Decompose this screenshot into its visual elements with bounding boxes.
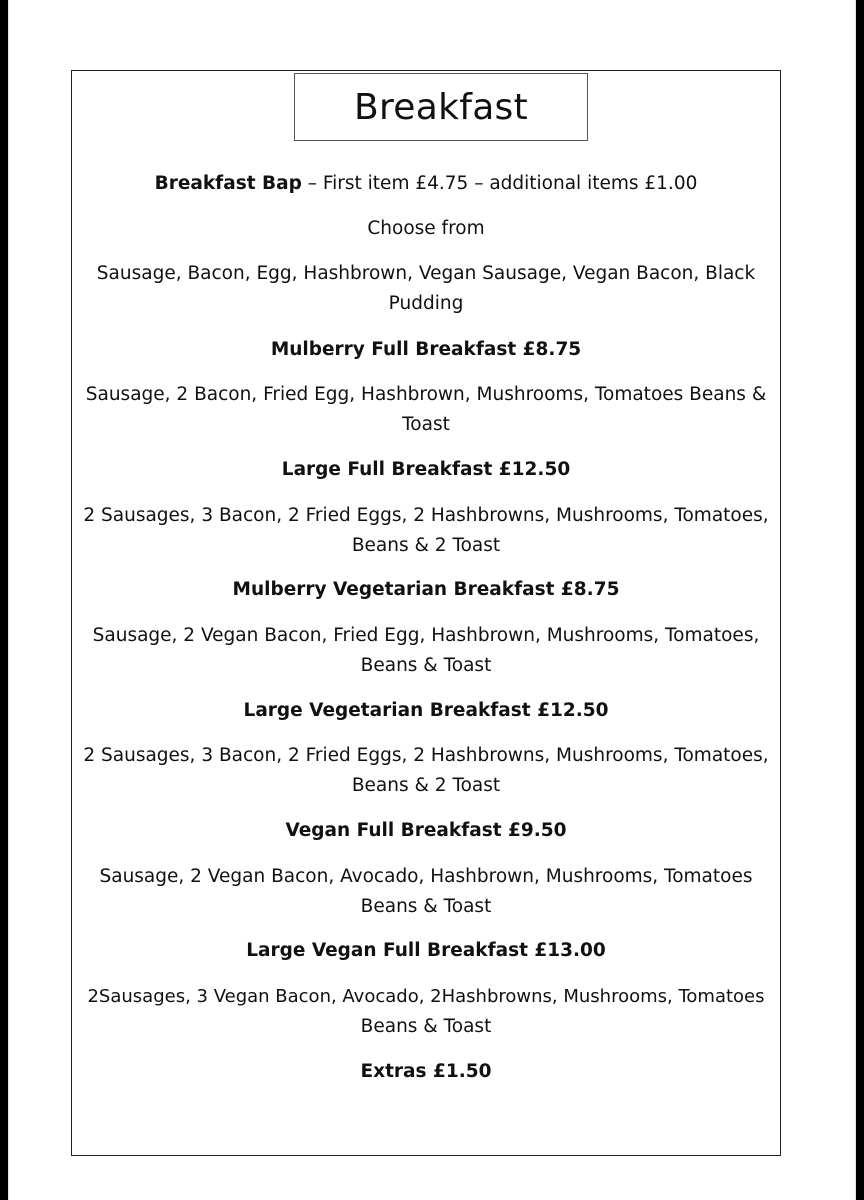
item-desc-line2: Beans & Toast bbox=[360, 655, 492, 676]
item-heading: Large Vegan Full Breakfast £13.00 bbox=[246, 940, 606, 961]
item-heading: Mulberry Full Breakfast £8.75 bbox=[270, 339, 582, 360]
item-desc-line2: Beans & Toast bbox=[360, 896, 492, 917]
item-heading: Vegan Full Breakfast £9.50 bbox=[285, 820, 567, 841]
item-heading: Large Full Breakfast £12.50 bbox=[281, 459, 571, 480]
extras-line: Extras £1.50 bbox=[360, 1061, 492, 1082]
bap-options-line1: Sausage, Bacon, Egg, Hashbrown, Vegan Sausage, Vegan Bacon, Black bbox=[96, 263, 756, 284]
item-desc-line1: 2 Sausages, 3 Bacon, 2 Fried Eggs, 2 Hashbrowns, Mushrooms, Tomatoes, bbox=[83, 745, 769, 766]
bap-options-line2: Pudding bbox=[388, 293, 464, 314]
menu-title: Breakfast bbox=[353, 86, 529, 128]
item-desc-line1: 2 Sausages, 3 Bacon, 2 Fried Eggs, 2 Hashbrowns, Mushrooms, Tomatoes, bbox=[83, 505, 769, 526]
item-desc-line2: Beans & Toast bbox=[360, 1016, 492, 1037]
item-heading: Large Vegetarian Breakfast £12.50 bbox=[243, 700, 609, 721]
bap-price: – First item £4.75 – additional items £1.00 bbox=[301, 173, 698, 194]
bap-choose: Choose from bbox=[367, 218, 485, 239]
bap-line bbox=[82, 169, 770, 199]
item-desc-line1: 2Sausages, 3 Vegan Bacon, Avocado, 2Hashbrowns, Mushrooms, Tomatoes bbox=[87, 986, 765, 1007]
item-desc-line1: Sausage, 2 Bacon, Fried Egg, Hashbrown, Mushrooms, Tomatoes Beans & bbox=[85, 384, 767, 405]
menu-frame bbox=[71, 70, 781, 1156]
bap-name: Breakfast Bap bbox=[154, 173, 302, 194]
item-desc-line2: Toast bbox=[402, 414, 450, 435]
menu-page bbox=[8, 0, 856, 1200]
item-desc-line2: Beans & 2 Toast bbox=[351, 535, 501, 556]
title-box bbox=[294, 73, 588, 141]
item-desc-line1: Sausage, 2 Vegan Bacon, Fried Egg, Hashbrown, Mushrooms, Tomatoes, bbox=[92, 625, 760, 646]
item-heading: Mulberry Vegetarian Breakfast £8.75 bbox=[232, 579, 620, 600]
item-desc-line2: Beans & 2 Toast bbox=[351, 775, 501, 796]
item-desc-line1: Sausage, 2 Vegan Bacon, Avocado, Hashbrown, Mushrooms, Tomatoes bbox=[99, 866, 753, 887]
